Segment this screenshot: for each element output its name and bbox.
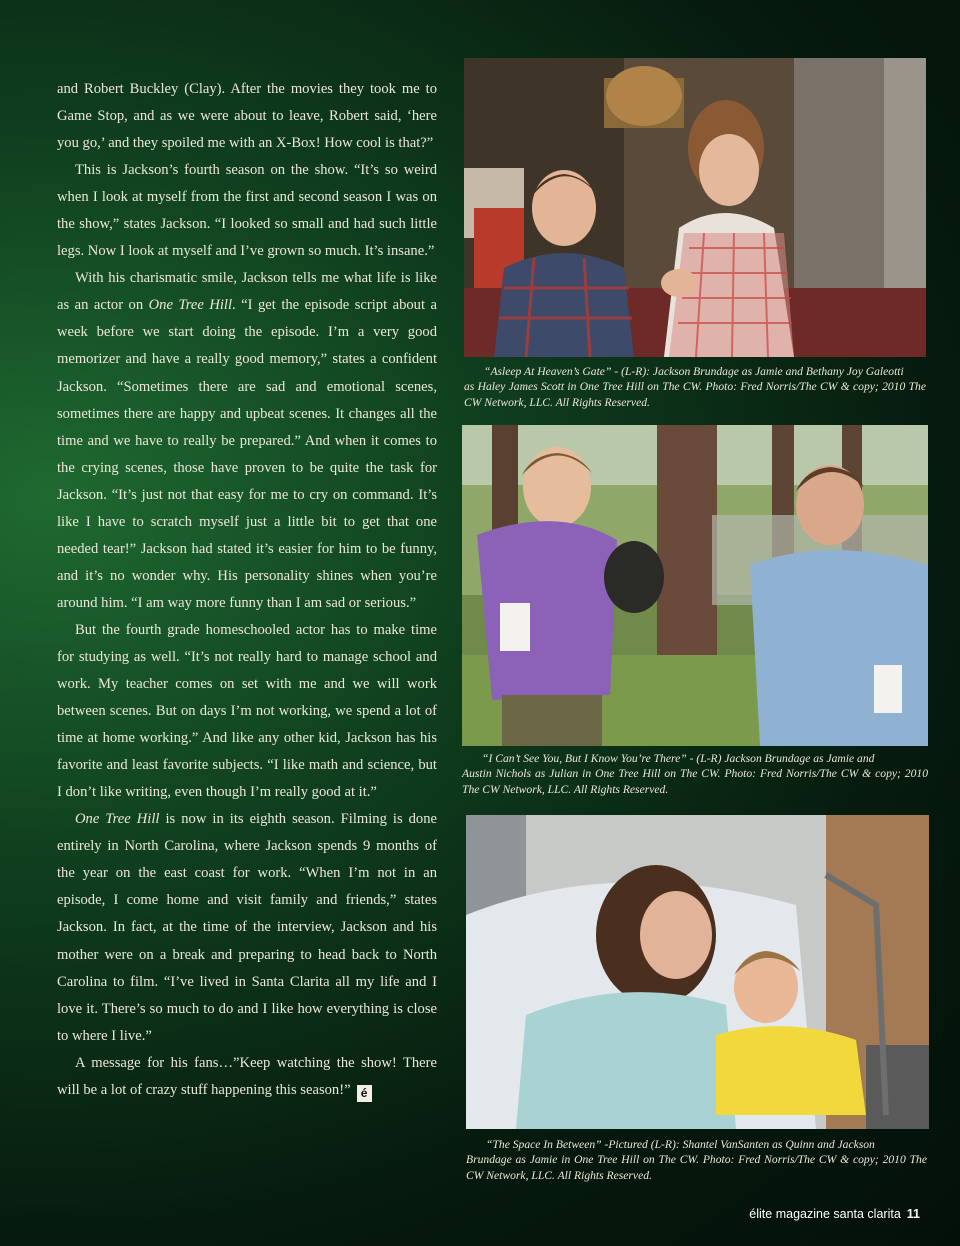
end-mark-logo: é <box>357 1085 372 1102</box>
article-paragraph <box>57 1050 437 1104</box>
photo-i-cant-see-you <box>462 425 928 746</box>
photo-the-space-in-between <box>466 815 929 1129</box>
article-paragraph: This is Jackson’s fourth season on the show. “It’s so weird when I look at myself from the first and second season I was on the show,” states Jackson. “I looked so small and had such little legs. Now I look at myself and I’ve grown so much. It’s insane.” <box>57 162 437 260</box>
article-body <box>57 76 437 1104</box>
photo-caption <box>464 364 926 410</box>
article-paragraph <box>57 806 437 1049</box>
caption-text: Brundage as Jamie in One Tree Hill on The CW. Photo: Fred Norris/The CW & copy; 2010 The CW Network, LLC. All Rights Reserved. <box>466 1153 927 1182</box>
caption-line: “I Can’t See You, But I Know You’re There” - (L-R) Jackson Brundage as Jamie and <box>482 752 875 765</box>
photo-caption <box>466 1137 927 1183</box>
article-paragraph <box>57 265 437 617</box>
article-paragraph: But the fourth grade homeschooled actor has to make time for studying as well. “It’s not really hard to manage school and work. My teacher comes on set with me and we will work between scenes. But on days I’m not working, we spend a lot of time at home working.” And like any other kid, Jackson has his favorite and least favorite subjects. “I like math and science, but I don’t like writing, even though I’m really good at it.” <box>57 621 437 801</box>
photo-asleep-at-heavens-gate <box>464 58 926 357</box>
caption-text: Austin Nichols as Julian in One Tree Hill on The CW. Photo: Fred Norris/The CW & copy; 2010 The CW Network, LLC. All Rights Reserved. <box>462 767 928 796</box>
page-number: 11 <box>906 1207 920 1221</box>
magazine-name: élite magazine santa clarita <box>749 1207 901 1221</box>
caption-line: “The Space In Between” -Pictured (L-R): Shantel VanSanten as Quinn and Jackson <box>486 1138 875 1151</box>
photo-caption <box>462 751 928 797</box>
article-text: . “I get the episode script about a week before we start doing the episode. I’m a very good memorizer and have a really good memory,” states a confident Jackson. “Sometimes there are sad and emotional scenes, sometimes there are happy and upbeat scenes. It changes all the time and we have to really be prepared.” And when it comes to the crying scenes, those have proven to be quite the task for Jackson. “It’s just not that easy for me to cry on command. It’s like I have to scratch myself just a little bit to get that one needed tear!” Jackson had stated it’s easier for him to be funny, and it’s no wonder why. His personality shines when you’re around him. “I am way more funny than I am sad or serious.” <box>57 297 437 611</box>
show-title: One Tree Hill <box>148 297 233 314</box>
caption-text: as Haley James Scott in One Tree Hill on The CW. Photo: Fred Norris/The CW & copy; 2010 The CW Network, LLC. All Rights Reserved. <box>464 380 926 409</box>
show-title: One Tree Hill <box>75 811 160 828</box>
article-text: is now in its eighth season. Filming is done entirely in North Carolina, where Jackson spends 9 months of the year on the east coast for work. “When I’m not in an episode, I come home and visit family and friends,” states Jackson. In fact, at the time of the interview, Jackson and his mother were on a break and preparing to head back to North Carolina to film. “I’ve lived in Santa Clarita all my life and I love it. There’s so much to do and I like how everything is close to where I live.” <box>57 811 438 1044</box>
article-paragraph: and Robert Buckley (Clay). After the movies they took me to Game Stop, and as we were about to leave, Robert said, ‘here you go,’ and they spoiled me with an X-Box! How cool is that?” <box>57 81 437 152</box>
caption-line: “Asleep At Heaven’s Gate” - (L-R): Jackson Brundage as Jamie and Bethany Joy Galeotti <box>484 365 904 378</box>
article-text: A message for his fans…”Keep watching the show! There will be a lot of crazy stuff happening this season!” <box>57 1054 437 1098</box>
article-text: With his charismatic smile, Jackson tells me what life is like as an actor on <box>57 270 437 314</box>
page-footer <box>749 1207 920 1221</box>
